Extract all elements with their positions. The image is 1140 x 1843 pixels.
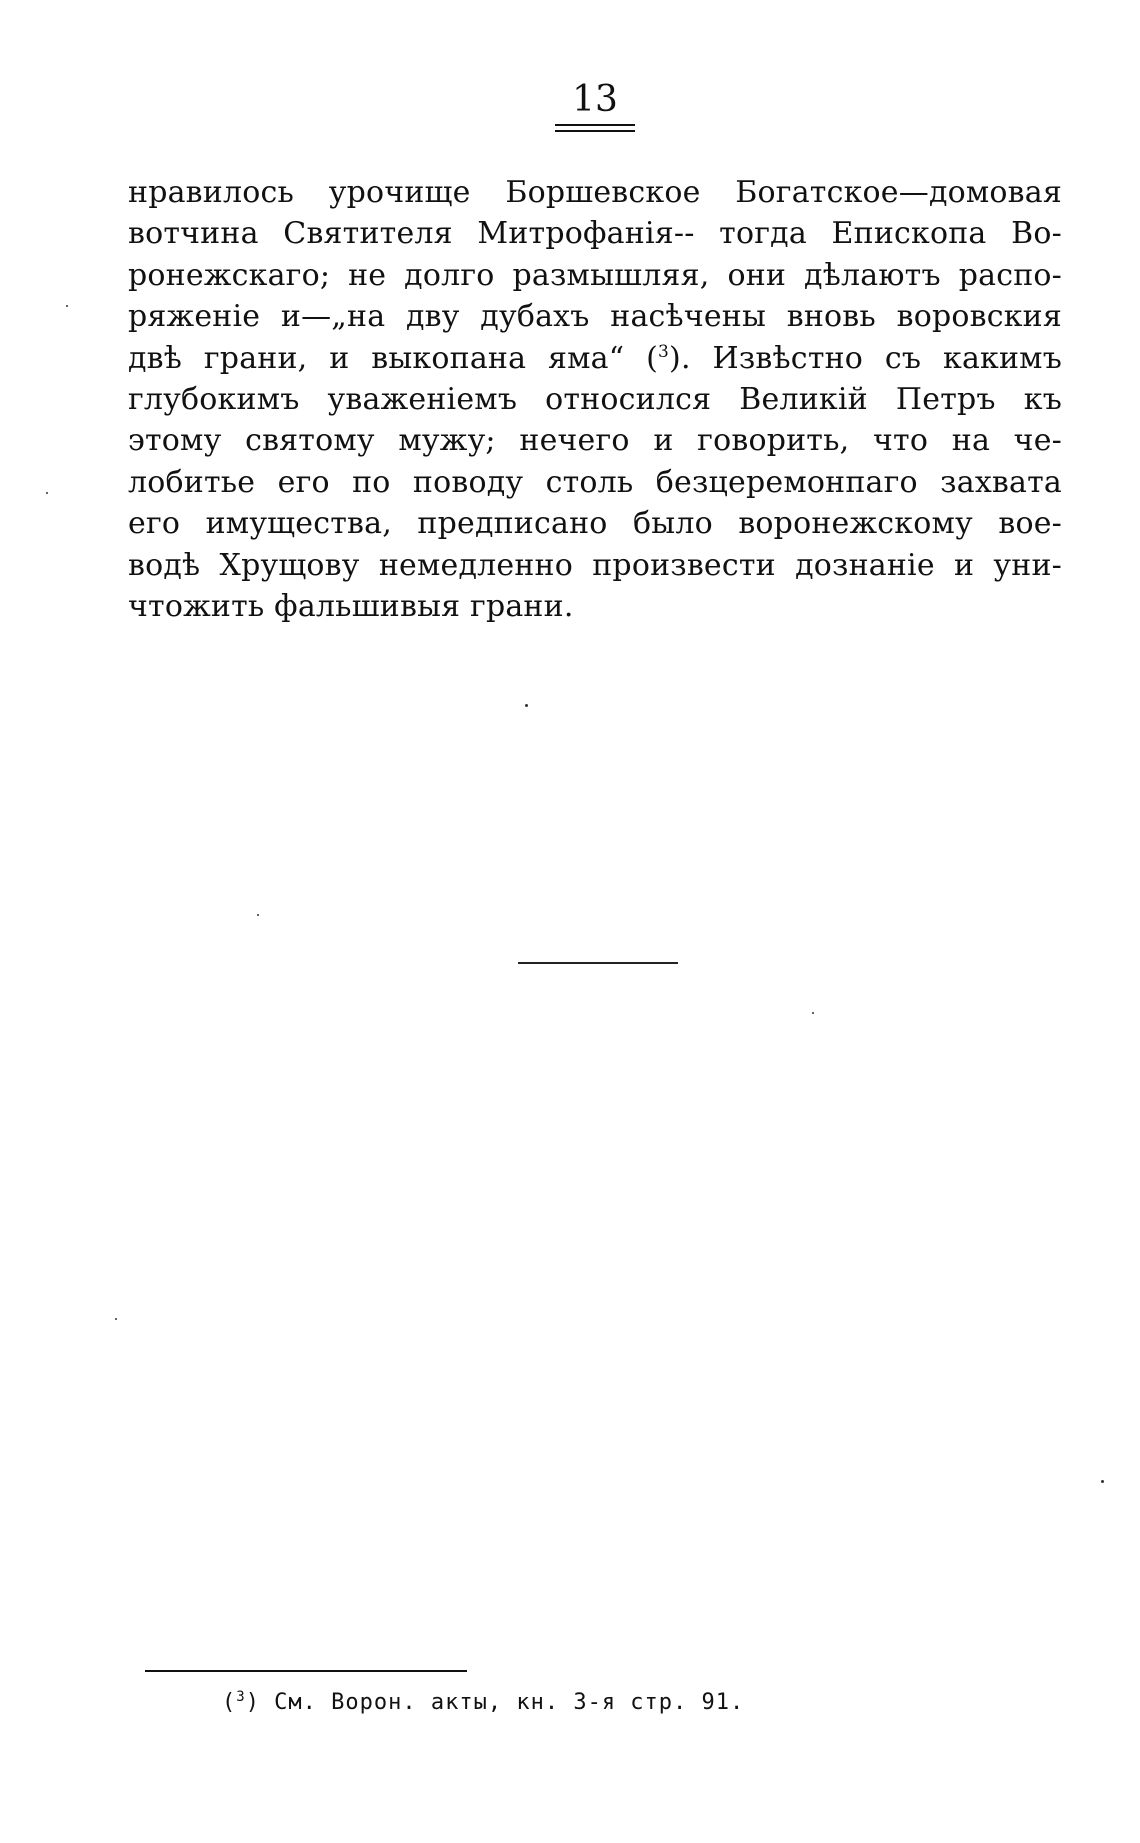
body-line-4: ряженіе и—„на дву дубахъ насѣчены вновь воровския <box>128 299 1062 335</box>
page-number-underline-top <box>555 124 635 126</box>
print-speck <box>115 1318 117 1320</box>
print-speck <box>66 305 68 307</box>
footnote-mark: 3 <box>236 1689 246 1705</box>
body-line-5-tail: ). Извѣстно съ какимъ <box>669 340 1062 376</box>
body-line-10: водѣ Хрущову немедленно произвести дознаніе и уни- <box>128 547 1062 583</box>
body-line-8: лобитье его по поводу столь безцеремонпаго захвата <box>128 464 1062 500</box>
page-number-underline-bottom <box>555 130 635 132</box>
body-line-6: глубокимъ уваженіемъ относился Великій Петръ къ <box>128 381 1062 417</box>
footnote-open-paren: ( <box>222 1690 237 1715</box>
body-line-11: чтожить фальшивыя грани. <box>128 588 574 624</box>
body-line-3: ронежскаго; не долго размышляя, они дѣлаютъ распо- <box>128 257 1062 293</box>
footnote-text: ) См. Ворон. акты, кн. 3-я стр. 91. <box>245 1690 745 1715</box>
print-speck <box>1101 1480 1104 1483</box>
body-paragraph <box>128 172 1062 627</box>
body-line-5 <box>128 338 1062 379</box>
print-speck <box>46 492 48 494</box>
body-line-7: этому святому мужу; нечего и говорить, что на че- <box>128 423 1062 459</box>
body-line-5-head: двѣ грани, и выкопана яма“ ( <box>128 340 659 376</box>
print-speck <box>257 914 259 916</box>
footnote-reference-mark: 3 <box>658 341 670 362</box>
section-divider <box>518 962 678 964</box>
footnote-separator <box>145 1670 467 1672</box>
page-number: 13 <box>572 79 618 120</box>
body-line-9: его имущества, предписано было воронежскому вое- <box>128 506 1062 542</box>
body-line-1: нравилось урочище Боршевское Богатское—домовая <box>128 175 1062 210</box>
print-speck <box>812 1012 814 1014</box>
body-line-2: вотчина Святителя Митрофанія-- тогда Епископа Во- <box>128 216 1062 252</box>
footnote <box>222 1688 744 1718</box>
print-speck <box>525 704 528 707</box>
